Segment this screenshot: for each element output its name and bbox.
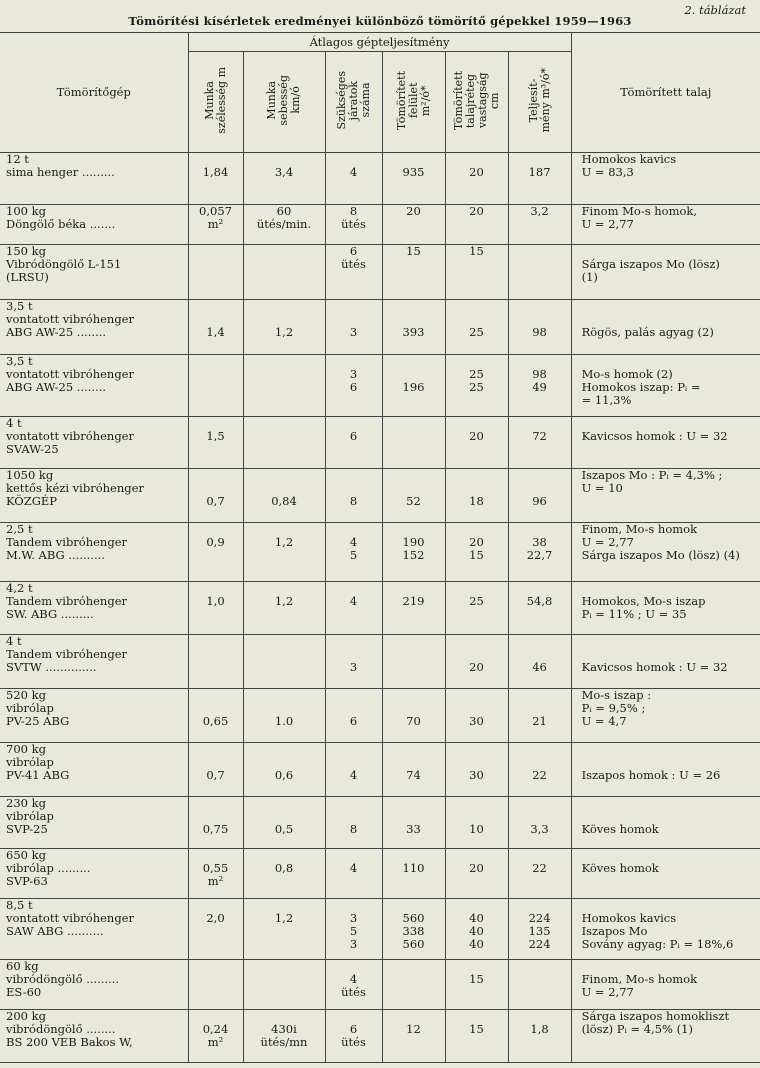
soil-cell: Finom Mo-s homok, U = 2,77: [571, 205, 760, 245]
layer-thickness-cell: 18: [445, 469, 508, 523]
table-row: [0, 205, 760, 245]
soil-cell: Homokos, Mo-s iszap Pᵢ = 11% ; U = 35: [571, 582, 760, 635]
table-row: [0, 743, 760, 797]
area-cell: 12: [382, 1010, 445, 1063]
performance-cell: 3,2: [508, 205, 571, 245]
work-width-cell: [188, 355, 243, 417]
passes-cell: 6 ütés: [325, 245, 382, 300]
soil-cell: Rögös, palás agyag (2): [571, 300, 760, 355]
machine-cell: 2,5 t Tandem vibróhenger M.W. ABG ..........: [0, 523, 188, 582]
layer-thickness-cell: 25: [445, 300, 508, 355]
passes-cell: 4: [325, 849, 382, 899]
work-width-cell: 0,75: [188, 797, 243, 849]
table-row: [0, 355, 760, 417]
work-width-cell: 0,24 m²: [188, 1010, 243, 1063]
table-row: [0, 245, 760, 300]
work-width-cell: 0,7: [188, 469, 243, 523]
machine-cell: 3,5 t vontatott vibróhenger ABG AW-25 ........: [0, 300, 188, 355]
table-row: [0, 523, 760, 582]
machine-cell: 3,5 t vontatott vibróhenger ABG AW-25 ........: [0, 355, 188, 417]
table-row: [0, 849, 760, 899]
passes-cell: 3: [325, 300, 382, 355]
passes-cell: 4: [325, 582, 382, 635]
work-speed-cell: [243, 635, 325, 689]
work-width-cell: 0,55 m²: [188, 849, 243, 899]
machine-cell: 100 kg Döngölő béka .......: [0, 205, 188, 245]
performance-cell: 96: [508, 469, 571, 523]
layer-thickness-cell: 15: [445, 960, 508, 1010]
area-cell: 393: [382, 300, 445, 355]
machine-cell: 200 kg vibródöngölő ........ BS 200 VEB Bakos W,: [0, 1010, 188, 1063]
layer-thickness-cell: 20: [445, 417, 508, 469]
header-work-width: Munka szélesség m: [202, 67, 228, 134]
work-width-cell: 0,65: [188, 689, 243, 743]
area-cell: 196: [382, 355, 445, 417]
passes-cell: 6 ütés: [325, 1010, 382, 1063]
performance-cell: 22: [508, 743, 571, 797]
work-speed-cell: 1.0: [243, 689, 325, 743]
layer-thickness-cell: 20 15: [445, 523, 508, 582]
work-speed-cell: 60 ütés/min.: [243, 205, 325, 245]
area-cell: [382, 635, 445, 689]
work-width-cell: 1,5: [188, 417, 243, 469]
machine-cell: 12 t sima henger .........: [0, 153, 188, 205]
machine-cell: 650 kg vibrólap ......... SVP-63: [0, 849, 188, 899]
passes-cell: 6: [325, 689, 382, 743]
work-speed-cell: [243, 355, 325, 417]
layer-thickness-cell: 10: [445, 797, 508, 849]
performance-cell: 98: [508, 300, 571, 355]
work-width-cell: 0,057 m²: [188, 205, 243, 245]
performance-cell: 46: [508, 635, 571, 689]
work-width-cell: 1,84: [188, 153, 243, 205]
passes-cell: 8 ütés: [325, 205, 382, 245]
table-row: [0, 689, 760, 743]
soil-cell: Finom, Mo-s homok U = 2,77 Sárga iszapos Mo (lösz) (4): [571, 523, 760, 582]
work-speed-cell: [243, 417, 325, 469]
work-speed-cell: 0,8: [243, 849, 325, 899]
work-width-cell: 2,0: [188, 899, 243, 960]
table-body: [0, 153, 760, 1063]
layer-thickness-cell: 15: [445, 245, 508, 300]
layer-thickness-cell: 20: [445, 849, 508, 899]
performance-cell: 54,8: [508, 582, 571, 635]
header-performance: Teljesít- mény m³/ó*: [526, 68, 552, 133]
performance-cell: 98 49: [508, 355, 571, 417]
soil-cell: Finom, Mo-s homok U = 2,77: [571, 960, 760, 1010]
work-speed-cell: 1,2: [243, 582, 325, 635]
passes-cell: 3 6: [325, 355, 382, 417]
area-cell: 190 152: [382, 523, 445, 582]
work-speed-cell: 430i ütés/mn: [243, 1010, 325, 1063]
area-cell: 52: [382, 469, 445, 523]
area-cell: 15: [382, 245, 445, 300]
performance-cell: 3,3: [508, 797, 571, 849]
performance-cell: 38 22,7: [508, 523, 571, 582]
work-width-cell: [188, 960, 243, 1010]
header-layer-thickness: Tömörített talajréteg vastagság cm: [451, 70, 501, 131]
machine-cell: 230 kg vibrólap SVP-25: [0, 797, 188, 849]
area-cell: 20: [382, 205, 445, 245]
performance-cell: 1,8: [508, 1010, 571, 1063]
layer-thickness-cell: 25 25: [445, 355, 508, 417]
header-work-speed: Munka sebesség km/ó: [265, 75, 302, 126]
work-speed-cell: 0,5: [243, 797, 325, 849]
work-width-cell: [188, 245, 243, 300]
machine-cell: 8,5 t vontatott vibróhenger SAW ABG ..........: [0, 899, 188, 960]
work-speed-cell: [243, 245, 325, 300]
soil-cell: Iszapos Mo : Pᵢ = 4,3% ; U = 10: [571, 469, 760, 523]
table-row: [0, 417, 760, 469]
area-cell: 110: [382, 849, 445, 899]
passes-cell: 3: [325, 635, 382, 689]
soil-cell: Sárga iszapos homokliszt (lösz) Pᵢ = 4,5% (1): [571, 1010, 760, 1063]
area-cell: 70: [382, 689, 445, 743]
performance-cell: [508, 245, 571, 300]
soil-cell: Köves homok: [571, 797, 760, 849]
work-speed-cell: 0,84: [243, 469, 325, 523]
header-passes: Szükséges járatok száma: [334, 71, 372, 130]
passes-cell: 4: [325, 153, 382, 205]
table-row: [0, 1010, 760, 1063]
layer-thickness-cell: 15: [445, 1010, 508, 1063]
machine-cell: 60 kg vibródöngölő ......... ES-60: [0, 960, 188, 1010]
passes-cell: 4 5: [325, 523, 382, 582]
passes-cell: 8: [325, 469, 382, 523]
performance-cell: 21: [508, 689, 571, 743]
header-group: Átlagos gépteljesítmény: [188, 33, 571, 52]
soil-cell: Köves homok: [571, 849, 760, 899]
soil-cell: Mo-s iszap : Pᵢ = 9,5% ; U = 4,7: [571, 689, 760, 743]
passes-cell: 3 5 3: [325, 899, 382, 960]
passes-cell: 4: [325, 743, 382, 797]
passes-cell: 4 ütés: [325, 960, 382, 1010]
table-row: [0, 899, 760, 960]
soil-cell: Kavicsos homok : U = 32: [571, 635, 760, 689]
header-area: Tömörített felület m²/ó*: [394, 70, 432, 131]
machine-cell: 150 kg Vibródöngölő L-151 (LRSU): [0, 245, 188, 300]
machine-cell: 1050 kg kettős kézi vibróhenger KÖZGÉP: [0, 469, 188, 523]
table-row: [0, 300, 760, 355]
table-row: [0, 153, 760, 205]
work-speed-cell: 1,2: [243, 899, 325, 960]
header-soil: Tömörített talaj: [571, 33, 760, 153]
work-speed-cell: [243, 960, 325, 1010]
machine-cell: 700 kg vibrólap PV-41 ABG: [0, 743, 188, 797]
work-width-cell: 1,0: [188, 582, 243, 635]
compaction-results-table: [0, 32, 760, 1063]
performance-cell: [508, 960, 571, 1010]
header-machine: Tömörítőgép: [0, 33, 188, 153]
layer-thickness-cell: 20: [445, 635, 508, 689]
performance-cell: 187: [508, 153, 571, 205]
work-speed-cell: 1,2: [243, 300, 325, 355]
soil-cell: Homokos kavics U = 83,3: [571, 153, 760, 205]
layer-thickness-cell: 20: [445, 205, 508, 245]
performance-cell: 72: [508, 417, 571, 469]
soil-cell: Homokos kavics Iszapos Mo Sovány agyag: Pᵢ = 18%,6: [571, 899, 760, 960]
layer-thickness-cell: 20: [445, 153, 508, 205]
work-width-cell: 1,4: [188, 300, 243, 355]
area-cell: 74: [382, 743, 445, 797]
work-speed-cell: 1,2: [243, 523, 325, 582]
work-width-cell: 0,9: [188, 523, 243, 582]
soil-cell: Mo-s homok (2) Homokos iszap: Pᵢ = = 11,3%: [571, 355, 760, 417]
layer-thickness-cell: 40 40 40: [445, 899, 508, 960]
table-row: [0, 635, 760, 689]
layer-thickness-cell: 25: [445, 582, 508, 635]
area-cell: 33: [382, 797, 445, 849]
area-cell: [382, 960, 445, 1010]
machine-cell: 4 t vontatott vibróhenger SVAW-25: [0, 417, 188, 469]
work-speed-cell: 0,6: [243, 743, 325, 797]
area-cell: 219: [382, 582, 445, 635]
work-width-cell: [188, 635, 243, 689]
soil-cell: Sárga iszapos Mo (lösz) (1): [571, 245, 760, 300]
table-row: [0, 469, 760, 523]
soil-cell: Kavicsos homok : U = 32: [571, 417, 760, 469]
work-speed-cell: 3,4: [243, 153, 325, 205]
area-cell: 560 338 560: [382, 899, 445, 960]
table-row: [0, 582, 760, 635]
performance-cell: 224 135 224: [508, 899, 571, 960]
machine-cell: 520 kg vibrólap PV-25 ABG: [0, 689, 188, 743]
machine-cell: 4 t Tandem vibróhenger SVTW ..............: [0, 635, 188, 689]
table-row: [0, 960, 760, 1010]
table-row: [0, 797, 760, 849]
area-cell: 935: [382, 153, 445, 205]
performance-cell: 22: [508, 849, 571, 899]
area-cell: [382, 417, 445, 469]
table-title: Tömörítési kísérletek eredményei különböző tömörítő gépekkel 1959—1963: [128, 14, 632, 28]
table-number: 2. táblázat: [684, 3, 746, 17]
soil-cell: Iszapos homok : U = 26: [571, 743, 760, 797]
passes-cell: 8: [325, 797, 382, 849]
work-width-cell: 0,7: [188, 743, 243, 797]
machine-cell: 4,2 t Tandem vibróhenger SW. ABG .........: [0, 582, 188, 635]
layer-thickness-cell: 30: [445, 689, 508, 743]
passes-cell: 6: [325, 417, 382, 469]
layer-thickness-cell: 30: [445, 743, 508, 797]
